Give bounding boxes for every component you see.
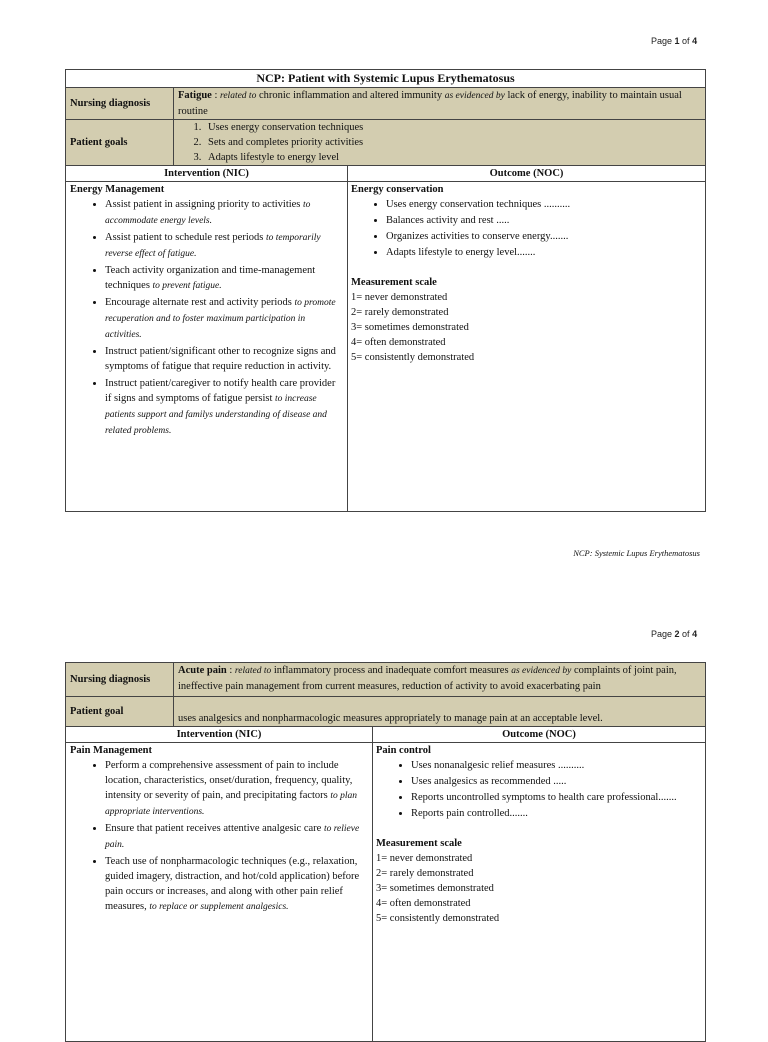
outcome-item: • Reports pain controlled....... (411, 806, 701, 821)
scale-item: 3= sometimes demonstrated (351, 322, 469, 333)
noc-header: Outcome (NOC) (373, 727, 706, 743)
diagnosis-label: Nursing diagnosis (66, 663, 174, 697)
scale-item: 5= consistently demonstrated (376, 913, 500, 924)
outcome-item: • Uses energy conservation techniques .......... (386, 197, 701, 212)
goal-item: 2. Sets and completes priority activities (204, 135, 701, 150)
scale-item: 4= often demonstrated (376, 898, 471, 909)
page-number: Page 2 of 4 (651, 629, 698, 639)
scale-item: 3= sometimes demonstrated (376, 883, 494, 894)
nic-header: Intervention (NIC) (66, 166, 348, 182)
nic-title: Pain Management (70, 745, 152, 756)
noc-title: Pain control (376, 745, 431, 756)
scale-item: 2= rarely demonstrated (376, 868, 474, 879)
noc-column (348, 182, 706, 512)
diagnosis-text: Acute pain : related to inflammatory process and inadequate comfort measures as evidenced by complaints of joint pain, ineffective pain management from current measures, reduction of activity to avoid exacerbating pain (174, 663, 706, 697)
page-footer: NCP: Systemic Lupus Erythematosus (573, 548, 700, 558)
noc-column (373, 743, 706, 1042)
diagnosis-label: Nursing diagnosis (66, 88, 174, 120)
goal-label: Patient goal (66, 697, 174, 727)
noc-title: Energy conservation (351, 184, 444, 195)
intervention-item: • Assist patient to schedule rest periods to temporarily reverse effect of fatigue. (105, 230, 343, 262)
nic-column (66, 182, 348, 512)
outcome-item: • Uses analgesics as recommended ..... (411, 774, 701, 789)
intervention-item: • Teach activity organization and time-management techniques to prevent fatigue. (105, 263, 343, 294)
goal-item: 1. Uses energy conservation techniques (204, 120, 701, 135)
outcome-item: • Organizes activities to conserve energy....... (386, 229, 701, 244)
plan-title: NCP: Patient with Systemic Lupus Erythematosus (66, 70, 706, 88)
intervention-item: • Perform a comprehensive assessment of pain to include location, characteristics, onset/duration, frequency, quality, intensity or severity of pain, and precipitating factors to plan appropriate interventions. (105, 758, 368, 820)
care-plan-table-acute-pain (65, 662, 706, 1042)
goal-text: uses analgesics and nonpharmacologic measures appropriately to manage pain at an acceptable level. (174, 697, 706, 727)
outcome-item: • Balances activity and rest ..... (386, 213, 701, 228)
page-number: Page 1 of 4 (651, 36, 698, 46)
intervention-item: • Instruct patient/caregiver to notify health care provider if signs and symptoms of fatigue persist to increase patients support and familys understanding of disease and related problems. (105, 376, 343, 439)
scale-item: 1= never demonstrated (351, 292, 448, 303)
scale-item: 4= often demonstrated (351, 337, 446, 348)
intervention-item: • Instruct patient/significant other to recognize signs and symptoms of fatigue that require reduction in activity. (105, 344, 343, 375)
outcome-item: • Uses nonanalgesic relief measures .......... (411, 758, 701, 773)
nic-column (66, 743, 373, 1042)
outcome-item: • Adapts lifestyle to energy level....... (386, 245, 701, 260)
care-plan-table-fatigue (65, 69, 706, 512)
intervention-item: • Assist patient in assigning priority to activities to accommodate energy levels. (105, 197, 343, 229)
intervention-item: • Ensure that patient receives attentive analgesic care to relieve pain. (105, 821, 368, 853)
noc-header: Outcome (NOC) (348, 166, 706, 182)
scale-item: 5= consistently demonstrated (351, 352, 475, 363)
scale-title: Measurement scale (351, 277, 437, 288)
scale-title: Measurement scale (376, 838, 462, 849)
intervention-item: • Encourage alternate rest and activity periods to promote recuperation and to foster maximum participation in activities. (105, 295, 343, 343)
outcome-item: • Reports uncontrolled symptoms to health care professional....... (411, 790, 701, 805)
goals-list (174, 120, 706, 166)
nic-header: Intervention (NIC) (66, 727, 373, 743)
goals-label: Patient goals (66, 120, 174, 166)
goal-item: 3. Adapts lifestyle to energy level (204, 150, 701, 165)
nic-title: Energy Management (70, 184, 165, 195)
scale-item: 1= never demonstrated (376, 853, 473, 864)
diagnosis-text: Fatigue : related to chronic inflammation and altered immunity as evidenced by lack of energy, inability to maintain usual routine (174, 88, 706, 120)
scale-item: 2= rarely demonstrated (351, 307, 449, 318)
intervention-item: • Teach use of nonpharmacologic techniques (e.g., relaxation, guided imagery, distraction, and hot/cold application) before pain occurs or increases, and along with other pain relief measures, to replace or supplement analgesics. (105, 854, 368, 915)
